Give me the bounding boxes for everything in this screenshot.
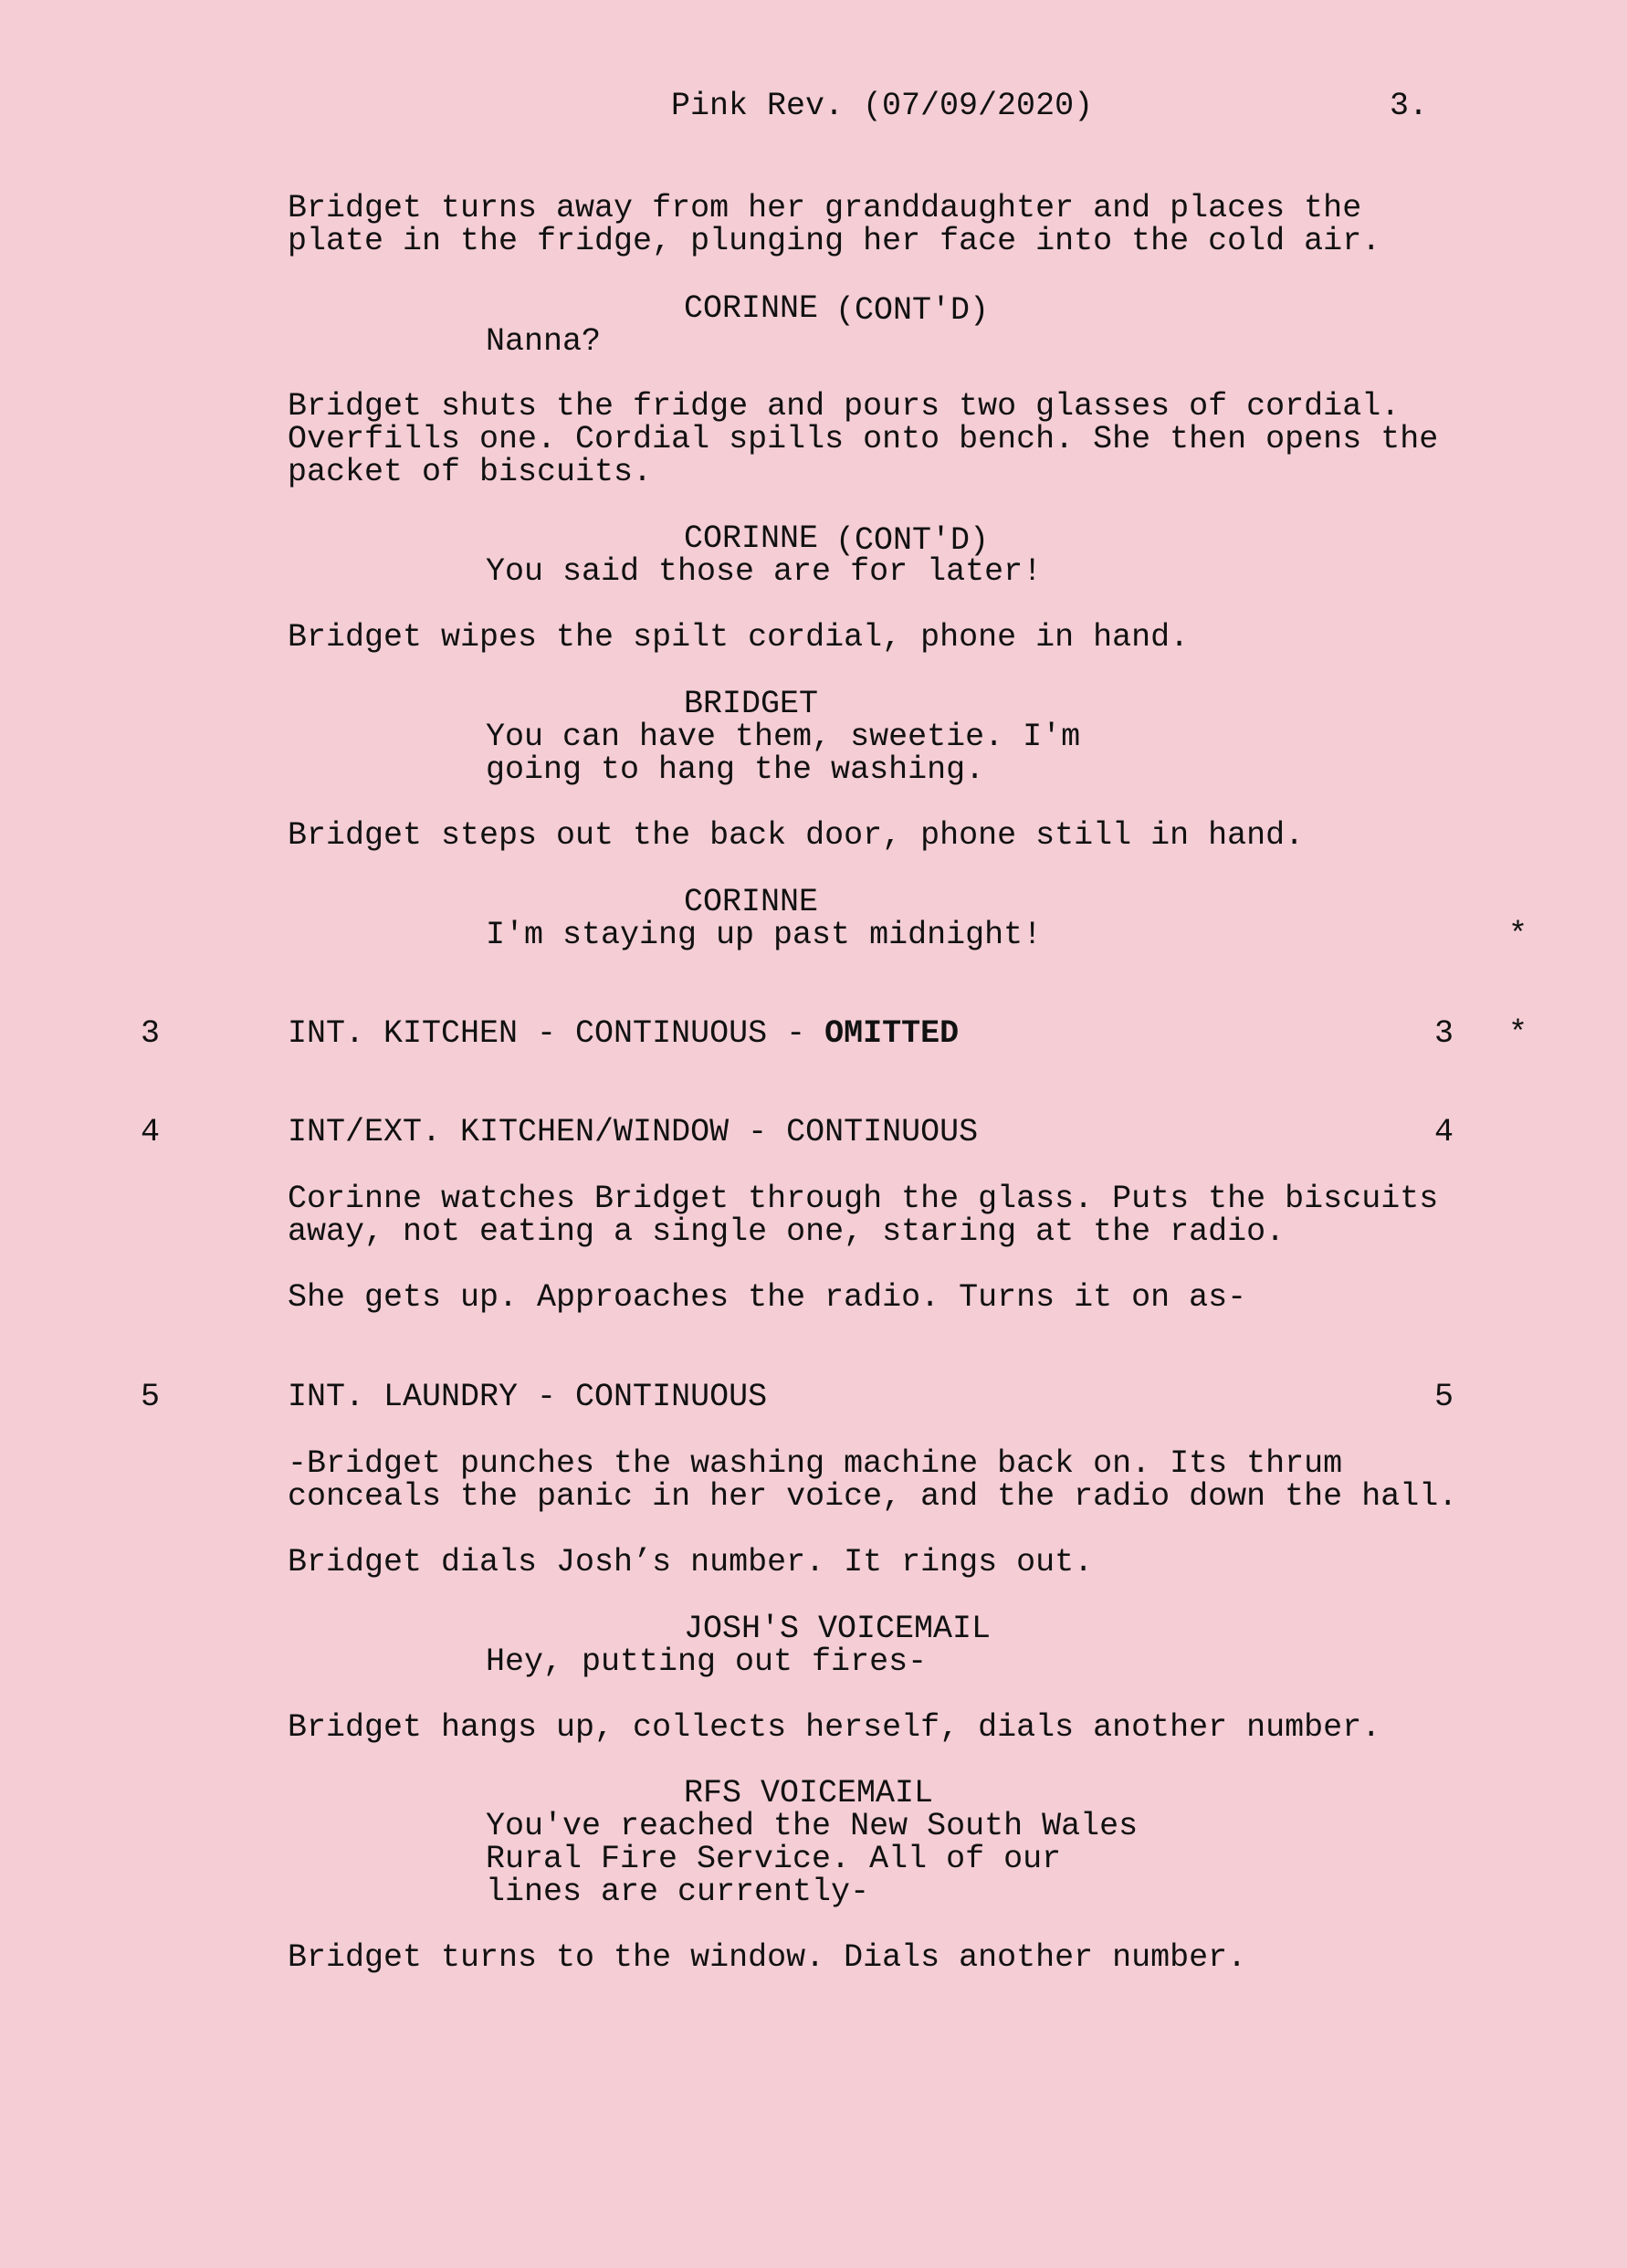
omitted-label: OMITTED: [824, 1015, 960, 1052]
action-line: -Bridget punches the washing machine back on. Its thrum: [288, 1445, 1343, 1482]
scene-number-left: 4: [141, 1114, 161, 1150]
dialogue-line: Nanna?: [486, 323, 602, 360]
character-extension: (CONT'D): [835, 292, 990, 329]
action-line: She gets up. Approaches the radio. Turns it on as-: [288, 1279, 1247, 1316]
dialogue-line: Rural Fire Service. All of our: [486, 1841, 1062, 1877]
action-line: Corinne watches Bridget through the glass. Puts the biscuits: [288, 1181, 1439, 1217]
action-line: Overfills one. Cordial spills onto bench. She then opens the: [288, 421, 1439, 457]
dialogue-line: You said those are for later!: [486, 553, 1043, 590]
character-extension: (CONT'D): [835, 522, 990, 559]
revision-mark: *: [1508, 1015, 1528, 1052]
character-name: CORINNE: [684, 884, 819, 920]
action-line: Bridget dials Josh’s number. It rings out.: [288, 1544, 1094, 1580]
character-name: JOSH'S VOICEMAIL: [684, 1611, 992, 1647]
dialogue-line: Hey, putting out fires-: [486, 1643, 928, 1680]
action-line: Bridget shuts the fridge and pours two glasses of cordial.: [288, 388, 1401, 425]
revision-header: Pink Rev. (07/09/2020): [671, 88, 1094, 124]
action-line: Bridget wipes the spilt cordial, phone in hand.: [288, 619, 1190, 656]
dialogue-line: You can have them, sweetie. I'm: [486, 719, 1081, 755]
action-line: away, not eating a single one, staring at the radio.: [288, 1213, 1286, 1250]
dialogue-line: You've reached the New South Wales: [486, 1808, 1139, 1844]
action-line: Bridget turns away from her granddaughter and places the: [288, 190, 1362, 226]
scene-number-right: 3: [1434, 1015, 1454, 1052]
scene-heading: INT. LAUNDRY - CONTINUOUS: [288, 1379, 768, 1415]
action-line: Bridget hangs up, collects herself, dials another number.: [288, 1709, 1381, 1746]
scene-number-left: 5: [141, 1379, 161, 1415]
scene-heading: INT/EXT. KITCHEN/WINDOW - CONTINUOUS: [288, 1114, 979, 1150]
action-line: plate in the fridge, plunging her face into the cold air.: [288, 223, 1381, 259]
revision-mark: *: [1508, 917, 1528, 953]
action-line: conceals the panic in her voice, and the radio down the hall.: [288, 1478, 1458, 1515]
scene-number-right: 4: [1434, 1114, 1454, 1150]
scene-number-right: 5: [1434, 1379, 1454, 1415]
character-name: CORINNE: [684, 520, 819, 557]
action-line: packet of biscuits.: [288, 454, 653, 490]
character-name: BRIDGET: [684, 686, 819, 722]
dialogue-line: lines are currently-: [486, 1874, 870, 1910]
dialogue-line: I'm staying up past midnight!: [486, 917, 1043, 953]
action-line: Bridget steps out the back door, phone still in hand.: [288, 817, 1305, 854]
action-line: Bridget turns to the window. Dials another number.: [288, 1939, 1247, 1976]
page-number: 3.: [1390, 88, 1429, 124]
character-name: RFS VOICEMAIL: [684, 1775, 934, 1811]
character-name: CORINNE: [684, 290, 819, 327]
scene-heading-text: INT. KITCHEN - CONTINUOUS -: [288, 1015, 825, 1052]
scene-heading: [288, 1017, 959, 1050]
scene-number-left: 3: [141, 1015, 161, 1052]
dialogue-line: going to hang the washing.: [486, 751, 985, 788]
